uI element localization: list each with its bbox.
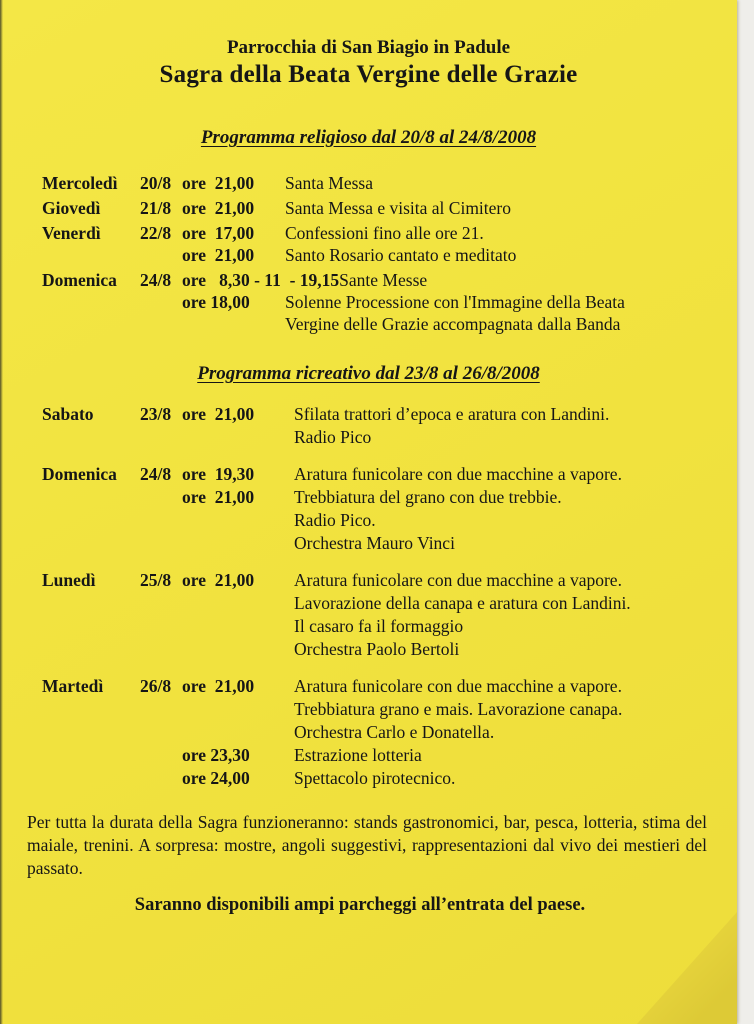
scan-edge-left <box>0 0 3 1024</box>
recreational-program-section <box>0 362 737 790</box>
description-line: Radio Pico. <box>294 510 376 530</box>
row-time: ore 21,00 <box>182 173 255 193</box>
description-line: Solenne Processione con l'Immagine della Beata <box>285 292 625 312</box>
religious-program-section <box>0 126 737 335</box>
row-date: 20/8 <box>140 173 172 193</box>
parish-name: Parrocchia di San Biagio in Padule <box>226 37 511 58</box>
program-row <box>42 569 727 661</box>
program-row <box>42 269 727 291</box>
row-description <box>294 675 727 744</box>
program-row <box>42 291 727 335</box>
row-date: 23/8 <box>140 404 172 424</box>
row-time: ore 21,00 <box>182 404 255 424</box>
event-title: Sagra della Beata Vergine delle Grazie <box>159 61 578 88</box>
row-description <box>294 486 727 555</box>
services-paragraph: Per tutta la durata della Sagra funzioneranno: stands gastronomici, bar, pesca, lotteria, stima del maiale, trenini. A sorpresa: mostre, angoli suggestivi, rappresentazioni dal vivo dei mestieri del passato. <box>27 812 707 878</box>
description-line: Spettacolo pirotecnico. <box>294 768 456 788</box>
row-day: Martedì <box>42 676 104 696</box>
description-line: Radio Pico <box>294 427 372 447</box>
description-line: Orchestra Mauro Vinci <box>294 533 455 553</box>
row-date: 24/8 <box>140 270 172 290</box>
row-day: Venerdì <box>42 223 101 243</box>
row-date: 25/8 <box>140 570 172 590</box>
description-line: Confessioni fino alle ore 21. <box>285 223 484 243</box>
row-date: 24/8 <box>140 464 172 484</box>
row-description <box>285 172 727 194</box>
description-line: Santa Messa <box>285 173 373 193</box>
corner-fold <box>637 912 737 1024</box>
row-date: 22/8 <box>140 223 172 243</box>
row-day: Mercoledì <box>42 173 118 193</box>
row-date: 21/8 <box>140 198 172 218</box>
row-time: ore 18,00 <box>182 292 250 312</box>
description-line: Trebbiatura grano e mais. Lavorazione canapa. <box>294 699 623 719</box>
program-row <box>42 463 727 486</box>
row-time: ore 24,00 <box>182 768 250 788</box>
program-row <box>42 244 727 266</box>
row-time: ore 17,00 <box>182 223 255 243</box>
row-day: Domenica <box>42 270 117 290</box>
row-description <box>294 569 727 661</box>
description-line: Santa Messa e visita al Cimitero <box>285 198 511 218</box>
description-line: Santo Rosario cantato e meditato <box>285 245 517 265</box>
religious-program-title: Programma religioso dal 20/8 al 24/8/2008 <box>200 127 537 148</box>
row-description <box>294 403 727 449</box>
row-description <box>294 767 727 790</box>
description-line: Sante Messe <box>339 270 428 290</box>
row-time: ore 21,00 <box>182 245 255 265</box>
row-day: Lunedì <box>42 570 96 590</box>
row-time: ore 21,00 <box>182 570 255 590</box>
row-day: Sabato <box>42 404 94 424</box>
row-description <box>294 744 727 767</box>
row-description <box>285 291 727 335</box>
row-description <box>285 244 727 266</box>
flyer-header <box>0 0 737 90</box>
row-description <box>285 197 727 219</box>
row-description <box>294 463 727 486</box>
row-time: ore 21,00 <box>182 198 255 218</box>
program-row <box>42 197 727 219</box>
description-line: Estrazione lotteria <box>294 745 422 765</box>
description-line: Lavorazione della canapa e aratura con Landini. <box>294 593 631 613</box>
row-day: Giovedì <box>42 198 101 218</box>
program-row <box>42 172 727 194</box>
row-time: ore 21,00 <box>182 676 255 696</box>
program-row <box>42 767 727 790</box>
program-row <box>42 744 727 767</box>
description-line: Aratura funicolare con due macchine a vapore. <box>294 676 622 696</box>
description-line: Sfilata trattori d’epoca e aratura con Landini. <box>294 404 610 424</box>
row-time: ore 19,30 <box>182 464 255 484</box>
description-line: Aratura funicolare con due macchine a vapore. <box>294 570 622 590</box>
program-row <box>42 222 727 244</box>
description-line: Trebbiatura del grano con due trebbie. <box>294 487 562 507</box>
recreational-program-title: Programma ricreativo dal 23/8 al 26/8/2008 <box>197 363 540 384</box>
row-date: 26/8 <box>140 676 172 696</box>
row-description <box>285 222 727 244</box>
recreational-program-rows <box>0 403 737 790</box>
program-row <box>42 486 727 555</box>
row-time: ore 23,30 <box>182 745 250 765</box>
description-line: Vergine delle Grazie accompagnata dalla Banda <box>285 314 621 334</box>
religious-program-rows <box>0 172 737 335</box>
row-time: ore 8,30 - 11 - 19,15 <box>182 270 340 290</box>
program-row <box>42 675 727 744</box>
description-line: Orchestra Carlo e Donatella. <box>294 722 495 742</box>
description-line: Il casaro fa il formaggio <box>294 616 464 636</box>
row-description <box>339 269 727 291</box>
parking-note: Saranno disponibili ampi parcheggi all’entrata del paese. <box>134 895 586 915</box>
description-line: Aratura funicolare con due macchine a vapore. <box>294 464 622 484</box>
row-time: ore 21,00 <box>182 487 255 507</box>
program-row <box>42 403 727 449</box>
description-line: Orchestra Paolo Bertoli <box>294 639 460 659</box>
row-day: Domenica <box>42 464 117 484</box>
